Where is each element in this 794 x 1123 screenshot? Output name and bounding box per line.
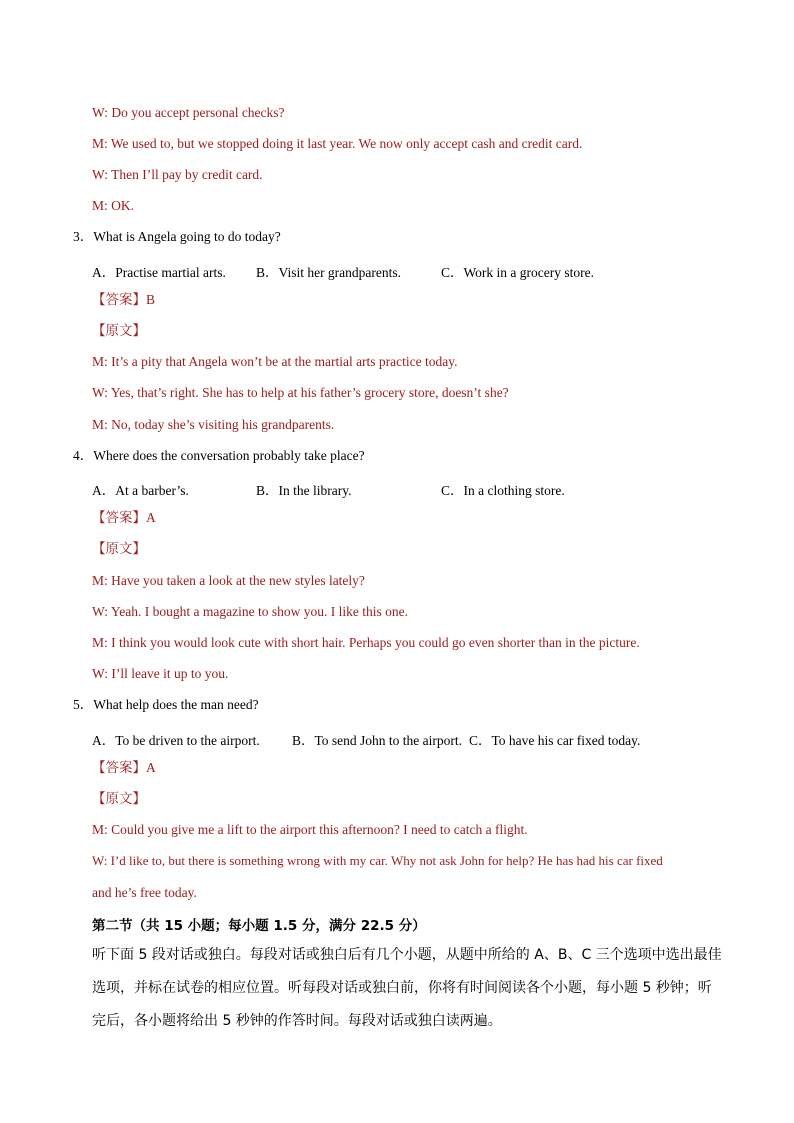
- dialogue-line: M: Could you give me a lift to the airport this afternoon? I need to catch a flight.: [92, 822, 528, 837]
- answer-line: [92, 292, 155, 308]
- script-tag: 【原文】: [92, 323, 146, 338]
- answer-tag: 【答案】: [92, 510, 146, 525]
- answer-value: A: [146, 760, 156, 775]
- question-text: Where does the conversation probably take place?: [93, 448, 365, 463]
- answer-value: B: [146, 292, 156, 307]
- option-a: A．To be driven to the airport.: [92, 733, 260, 748]
- question-4: [73, 448, 365, 464]
- dialogue-line: M: Have you taken a look at the new styles lately?: [92, 573, 365, 588]
- dialogue-line: M: No, today she’s visiting his grandparents.: [92, 417, 335, 432]
- option-a: A．Practise martial arts.: [92, 265, 226, 280]
- answer-tag: 【答案】: [92, 292, 146, 307]
- option-c: C．In a clothing store.: [441, 483, 565, 498]
- dialogue-line: M: OK.: [92, 198, 135, 213]
- option-b: B．In the library.: [256, 483, 352, 498]
- question-text: What help does the man need?: [93, 697, 259, 712]
- option-a: A．At a barber’s.: [92, 483, 189, 498]
- script-tag: 【原文】: [92, 541, 146, 556]
- answer-tag: 【答案】: [92, 760, 146, 775]
- dialogue-line: W: Yeah. I bought a magazine to show you. I like this one.: [92, 604, 408, 619]
- answer-line: [92, 760, 156, 776]
- instructions-line: 完后，各小题将给出 5 秒钟的作答时间。每段对话或独白读两遍。: [92, 1013, 502, 1029]
- answer-line: [92, 510, 156, 526]
- option-b: B．Visit her grandparents.: [256, 265, 402, 280]
- question-number: 4．: [73, 448, 94, 463]
- option-b: B．To send John to the airport.: [292, 733, 463, 748]
- dialogue-line: and he’s free today.: [92, 885, 197, 900]
- dialogue-line: W: Do you accept personal checks?: [92, 105, 285, 120]
- option-c: C．To have his car fixed today.: [469, 733, 641, 748]
- dialogue-line: M: It’s a pity that Angela won’t be at the martial arts practice today.: [92, 354, 458, 369]
- instructions-line: 听下面 5 段对话或独白。每段对话或独白后有几个小题，从题中所给的 A、B、C 三个选项中选出最佳: [92, 947, 722, 963]
- option-c: C．Work in a grocery store.: [441, 265, 594, 280]
- instructions-line: 选项，并标在试卷的相应位置。听每段对话或独白前，你将有时间阅读各个小题，每小题 5 秒钟；听: [92, 980, 712, 996]
- question-3: [73, 229, 281, 245]
- answer-value: A: [146, 510, 156, 525]
- question-5: [73, 697, 259, 713]
- dialogue-line: W: I’d like to, but there is something wrong with my car. Why not ask John for help? He has had his car fixed: [92, 853, 663, 868]
- dialogue-line: M: We used to, but we stopped doing it last year. We now only accept cash and credit card.: [92, 136, 583, 151]
- dialogue-line: W: Yes, that’s right. She has to help at his father’s grocery store, doesn’t she?: [92, 385, 509, 400]
- question-number: 3．: [73, 229, 94, 244]
- dialogue-line: M: I think you would look cute with short hair. Perhaps you could go even shorter than in the picture.: [92, 635, 640, 650]
- script-tag: 【原文】: [92, 791, 146, 806]
- dialogue-line: W: Then I’ll pay by credit card.: [92, 167, 263, 182]
- question-text: What is Angela going to do today?: [93, 229, 281, 244]
- dialogue-line: W: I’ll leave it up to you.: [92, 666, 229, 681]
- question-number: 5．: [73, 697, 94, 712]
- section-heading: 第二节（共 15 小题；每小题 1.5 分，满分 22.5 分）: [92, 918, 426, 934]
